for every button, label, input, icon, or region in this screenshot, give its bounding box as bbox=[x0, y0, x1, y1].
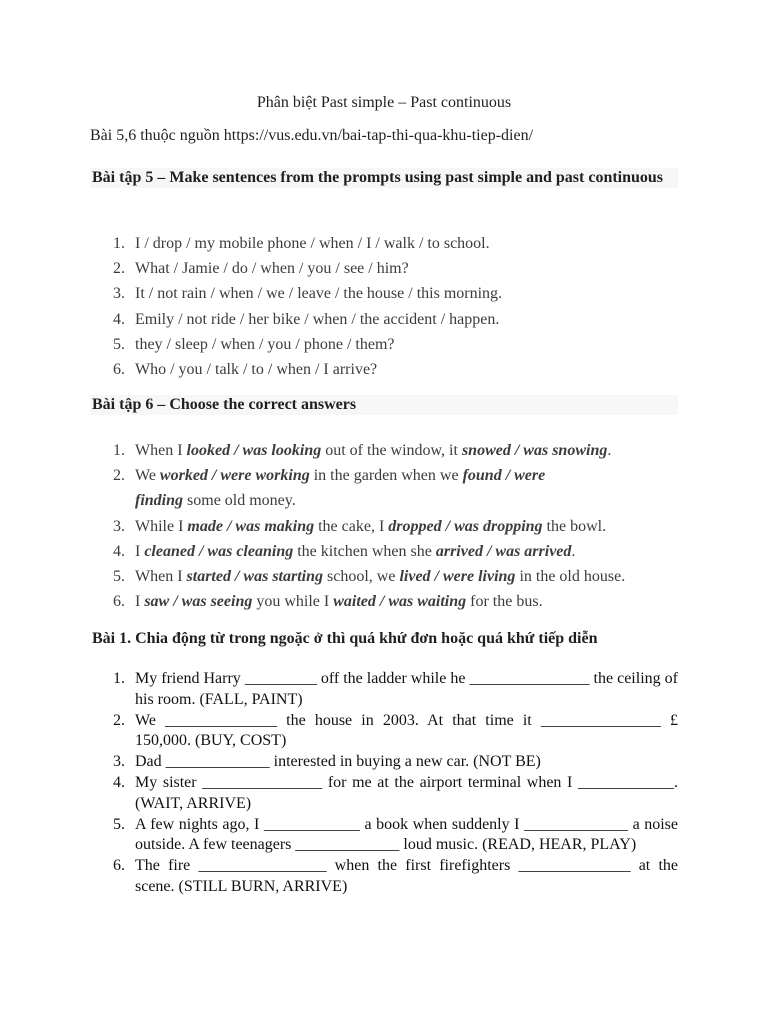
list-item: 4. My sister _______________ for me at the airport terminal when I ____________. (WAIT, ARRIVE) bbox=[113, 773, 678, 812]
exercise-5-list bbox=[90, 231, 678, 382]
list-item: 2. We worked / were working in the garden when we found / were finding some old money. bbox=[113, 467, 546, 510]
exercise-5-heading: Bài tập 5 – Make sentences from the prompts using past simple and past continuous bbox=[90, 168, 678, 188]
list-item: 6. Who / you / talk / to / when / I arrive? bbox=[113, 361, 378, 379]
source-line: Bài 5,6 thuộc nguồn https://vus.edu.vn/bai-tap-thi-qua-khu-tiep-dien/ bbox=[90, 127, 534, 144]
list-item: 6. I saw / was seeing you while I waited / was waiting for the bus. bbox=[113, 593, 543, 611]
list-item: 4. I cleaned / was cleaning the kitchen when she arrived / was arrived. bbox=[113, 542, 576, 560]
list-item: 4. Emily / not ride / her bike / when / the accident / happen. bbox=[113, 310, 500, 328]
exercise-1-heading: Bài 1. Chia động từ trong ngoặc ở thì quá khứ đơn hoặc quá khứ tiếp diễn bbox=[90, 629, 678, 649]
list-item: 1. My friend Harry _________ off the ladder while he _______________ the ceiling of his room. (FALL, PAINT) bbox=[113, 670, 678, 708]
page-title: Phân biệt Past simple – Past continuous bbox=[256, 94, 512, 111]
list-item: 5. they / sleep / when / you / phone / them? bbox=[113, 335, 395, 353]
exercise-6-heading: Bài tập 6 – Choose the correct answers bbox=[90, 395, 678, 415]
list-item: 5. A few nights ago, I ____________ a book when suddenly I _____________ a noise outside. A few teenagers _____________ loud music. (READ, HEAR, PLAY) bbox=[113, 815, 678, 854]
list-item: 3. Dad _____________ interested in buying a new car. (NOT BE) bbox=[113, 753, 541, 771]
list-item: 5. When I started / was starting school, we lived / were living in the old house. bbox=[113, 568, 626, 586]
list-item: 3. While I made / was making the cake, I dropped / was dropping the bowl. bbox=[113, 517, 607, 535]
exercise-1-list bbox=[90, 669, 678, 898]
list-item: 1. When I looked / was looking out of the window, it snowed / was snowing. bbox=[113, 442, 612, 459]
list-item: 3. It / not rain / when / we / leave / the house / this morning. bbox=[113, 285, 503, 303]
list-item: 6. The fire ________________ when the first firefighters ______________ at the scene. (STILL BURN, ARRIVE) bbox=[113, 857, 678, 895]
list-item: 2. What / Jamie / do / when / you / see / him? bbox=[113, 260, 409, 278]
list-item: 2. We ______________ the house in 2003. At that time it _______________ £ 150,000. (BUY, COST) bbox=[113, 711, 678, 750]
list-item: 1. I / drop / my mobile phone / when / I / walk / to school. bbox=[113, 235, 490, 252]
exercise-6-list bbox=[90, 438, 678, 614]
